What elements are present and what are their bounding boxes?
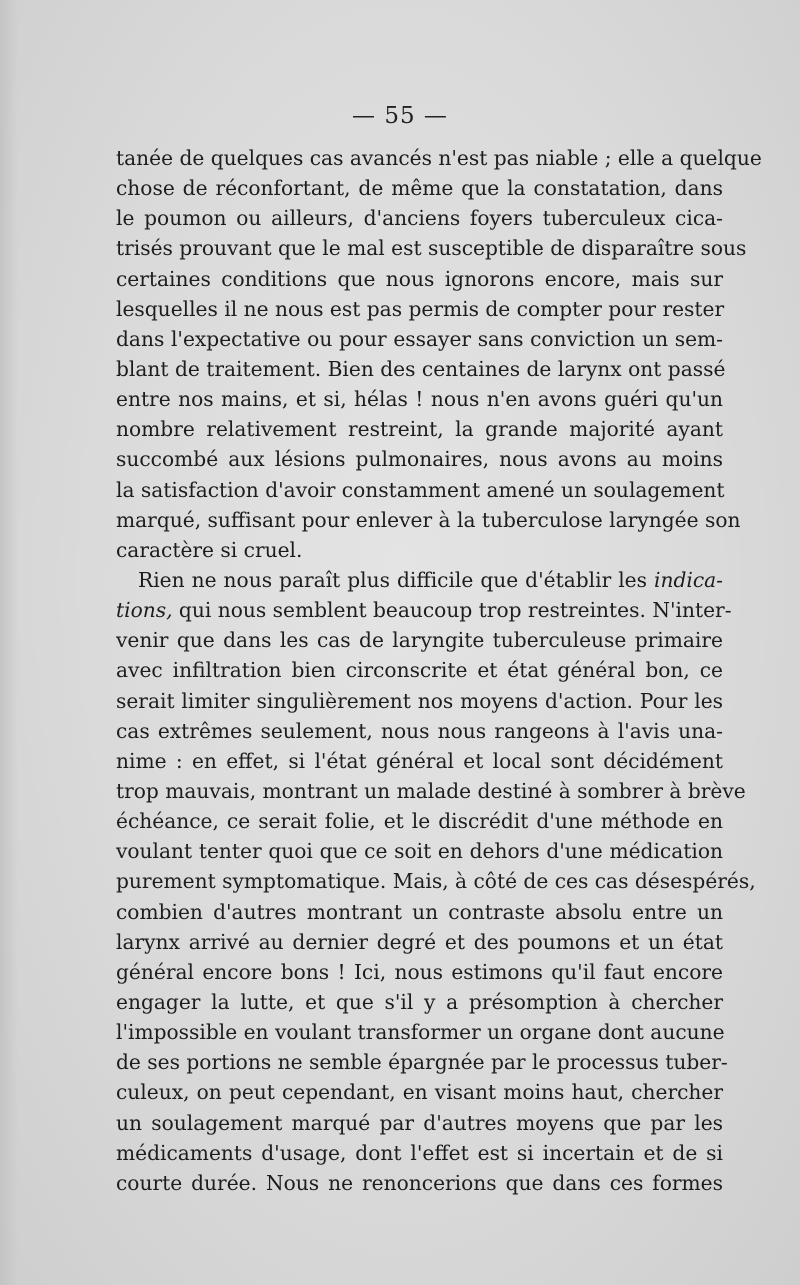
- italic-text: indica-: [653, 567, 723, 592]
- text-line: venir que dans les cas de laryngite tuberculeuse primaire: [116, 628, 723, 653]
- text-line: [116, 595, 732, 625]
- text-line: trop mauvais, montrant un malade destiné à sombrer à brève: [116, 778, 746, 803]
- text-line: blant de traitement. Bien des centaines de larynx ont passé: [116, 356, 726, 381]
- text-line: échéance, ce serait folie, et le discrédit d'une méthode en: [116, 809, 723, 834]
- text-line: marqué, suffisant pour enlever à la tuberculose laryngée son: [116, 507, 741, 532]
- text-line: nime : en effet, si l'état général et local sont décidément: [116, 748, 723, 773]
- text-line: lesquelles il ne nous est pas permis de compter pour rester: [116, 296, 725, 321]
- text-line: tanée de quelques cas avancés n'est pas niable ; elle a quelque: [116, 146, 762, 170]
- text-line: général encore bons ! Ici, nous estimons qu'il faut encore: [116, 959, 723, 984]
- text-line: succombé aux lésions pulmonaires, nous avons au moins: [116, 447, 723, 472]
- text-line: le poumon ou ailleurs, d'anciens foyers tuberculeux cica-: [116, 206, 723, 231]
- text-line: voulant tenter quoi que ce soit en dehors d'une médication: [116, 839, 723, 864]
- text-line: chose de réconfortant, de même que la constatation, dans: [116, 176, 723, 201]
- text-line: dans l'expectative ou pour essayer sans conviction un sem-: [116, 326, 723, 351]
- text-line: culeux, on peut cependant, en visant moins haut, chercher: [116, 1080, 723, 1105]
- text-line: la satisfaction d'avoir constamment amené un soulagement: [116, 477, 725, 502]
- text-line: purement symptomatique. Mais, à côté de ces cas désespérés,: [116, 869, 756, 894]
- body-text: [116, 143, 762, 1198]
- text-line: caractère si cruel.: [116, 537, 303, 562]
- text-line: cas extrêmes seulement, nous nous rangeons à l'avis una-: [116, 718, 723, 743]
- text-line: nombre relativement restreint, la grande majorité ayant: [116, 417, 723, 442]
- text-line: entre nos mains, et si, hélas ! nous n'en avons guéri qu'un: [116, 387, 723, 412]
- text-line: larynx arrivé au dernier degré et des poumons et un état: [116, 929, 723, 954]
- text-line: certaines conditions que nous ignorons encore, mais sur: [116, 266, 723, 291]
- text-line: médicaments d'usage, dont l'effet est si incertain et de si: [116, 1140, 723, 1165]
- text-line: combien d'autres montrant un contraste absolu entre un: [116, 899, 723, 924]
- text-line: de ses portions ne semble épargnée par le processus tuber-: [116, 1050, 728, 1075]
- text-segment: Rien ne nous paraît plus difficile que d'établir les: [138, 567, 654, 592]
- text-line: trisés prouvant que le mal est susceptible de disparaître sous: [116, 236, 747, 261]
- paragraph-2: [116, 565, 756, 1198]
- paragraph-1: [116, 143, 762, 565]
- text-line: l'impossible en voulant transformer un organe dont aucune: [116, 1020, 725, 1045]
- text-line: engager la lutte, et que s'il y a présomption à chercher: [116, 989, 723, 1014]
- text-line: [116, 565, 723, 595]
- text-line: serait limiter singulièrement nos moyens d'action. Pour les: [116, 688, 723, 713]
- italic-text: tions,: [116, 598, 173, 623]
- page-number: — 55 —: [352, 103, 448, 129]
- text-line: avec infiltration bien circonscrite et état général bon, ce: [116, 658, 723, 683]
- text-line: un soulagement marqué par d'autres moyens que par les: [116, 1110, 723, 1135]
- text-segment: qui nous semblent beaucoup trop restreintes. N'inter-: [172, 598, 732, 623]
- text-line: courte durée. Nous ne renoncerions que dans ces formes: [116, 1170, 723, 1195]
